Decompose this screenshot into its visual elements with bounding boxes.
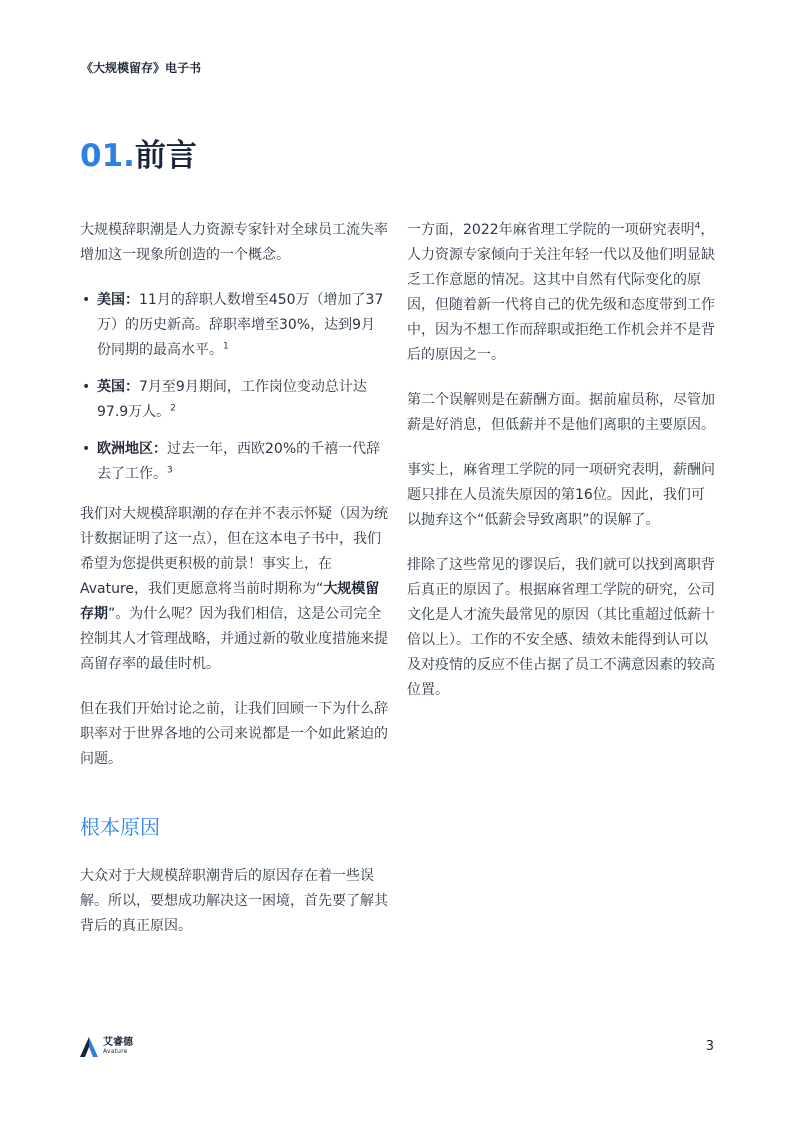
avature-logo-icon [80, 1037, 98, 1057]
logo-text [103, 1037, 133, 1056]
footnote-ref: 1 [223, 341, 229, 352]
chapter-title [80, 134, 197, 178]
salary-paragraph: 第二个误解则是在薪酬方面。据前雇员称，尽管加薪是好消息，但低薪并不是他们离职的主要原因。 [407, 392, 715, 433]
ranking-paragraph: 事实上，麻省理工学院的同一项研究表明，薪酬问题只排在人员流失原因的第16位。因此，我们可以抛弃这个“低薪会导致离职”的误解了。 [407, 462, 715, 528]
chapter-number: 01. [80, 138, 135, 174]
retention-highlight: 大规模留存期 [80, 581, 380, 622]
list-item [80, 288, 388, 363]
retention-text-start: 我们对大规模辞职潮的存在并不表示怀疑（因为统计数据证明了这一点），但在这本电子书中，我们希望为您提供更积极的前景！事实上，在 Avature，我们更愿意将当前时期称为“ [80, 506, 388, 597]
bullet-icon: • [82, 292, 91, 308]
footnote-ref: 4 [694, 221, 701, 232]
retention-text-end: ”。为什么呢？因为我们相信，这是公司完全控制其人才管理战略，并通过新的敬业度措施来提高留存率的最佳时机。 [80, 606, 388, 672]
page-number: 3 [705, 1039, 714, 1054]
mit-text-start: 一方面，2022年麻省理工学院的一项研究表明 [407, 222, 695, 238]
logo-cn: 艾睿德 [103, 1037, 133, 1048]
bullet-icon: • [82, 441, 91, 457]
footer-logo [80, 1037, 133, 1061]
bullet-text: 11月的辞职人数增至450万（增加了37万）的历史新高。辞职率增至30%，达到9月份同期的最高水平。 [97, 292, 384, 358]
culture-paragraph: 排除了这些常见的谬误后，我们就可以找到离职背后真正的原因了。根据麻省理工学院的研究，公司文化是人才流失最常见的原因（其比重超过低薪十倍以上）。工作的不安全感、绩效未能得到认可以及对疫情的反应不佳占据了员工不满意因素的较高位置。 [407, 557, 715, 698]
running-header: 《大规模留存》电子书 [81, 61, 202, 75]
intro-paragraph: 大规模辞职潮是人力资源专家针对全球员工流失率增加这一现象所创造的一个概念。 [80, 222, 388, 263]
bullet-text: 7月至9月期间，工作岗位变动总计达97.9万人。 [97, 379, 367, 420]
footnote-ref: 2 [170, 403, 176, 414]
root-cause-paragraph: 大众对于大规模辞职潮背后的原因存在着一些误解。所以，要想成功解决这一困境，首先要了解其背后的真正原因。 [80, 868, 388, 934]
chapter-title-text: 前言 [134, 138, 197, 174]
list-item [80, 437, 388, 487]
right-column [407, 218, 717, 723]
retention-paragraph [80, 502, 388, 677]
logo-en: Avature [103, 1048, 128, 1055]
left-column [80, 218, 388, 959]
transition-paragraph: 但在我们开始讨论之前，让我们回顾一下为什么辞职率对于世界各地的公司来说都是一个如此紧迫的问题。 [80, 701, 388, 767]
bullet-label: 英国： [97, 379, 139, 395]
mit-study-paragraph [407, 218, 717, 368]
bullet-label: 美国： [97, 292, 139, 308]
footnote-ref: 3 [167, 465, 173, 476]
bullet-icon: • [82, 379, 91, 395]
bullet-label: 欧洲地区： [97, 441, 167, 457]
section-heading: 根本原因 [80, 815, 160, 839]
mit-text-end: ，人力资源专家倾向于关注年轻一代以及他们明显缺乏工作意愿的情况。这其中自然有代际变化的原因，但随着新一代将自己的优先级和态度带到工作中，因为不想工作而辞职或拒绝工作机会并不是背后的原因之一。 [407, 222, 715, 363]
statistics-list [80, 288, 388, 487]
bullet-text: 过去一年，西欧20%的千禧一代辞去了工作。 [97, 441, 381, 482]
list-item [80, 375, 388, 425]
